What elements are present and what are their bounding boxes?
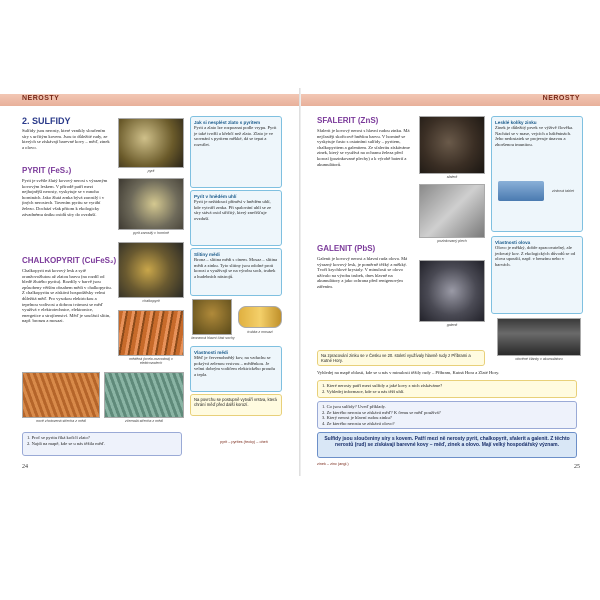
pyrit-rock-photo xyxy=(118,178,184,230)
question-2: 2. Vyhledej informace, kde se u nás těží uhlí. xyxy=(322,388,405,394)
review-task-box xyxy=(317,401,577,429)
trumpet-photo xyxy=(238,306,282,328)
sfalerit-title: SFALERIT (ZnS) xyxy=(317,116,379,125)
left-task-2: 2. Najdi na mapě, kde se u nás těžila měď. xyxy=(27,440,105,446)
zinc-tablet-caption: zinková tablet xyxy=(552,189,574,193)
zinc-box xyxy=(491,116,583,232)
review-question-1: 1. Co jsou sulfidy? Uveď příklady. xyxy=(322,404,386,409)
pyrite-coal-box xyxy=(190,190,282,246)
left-footnote: pyrit – pyrites (řecky) – oheň xyxy=(220,440,268,444)
gold-pyrite-box-title: Jak si nesplést zlato s pyritem xyxy=(194,120,261,125)
book-spread xyxy=(0,88,600,476)
chalkopyrit-title: CHALKOPYRIT (CuFeS₂) xyxy=(22,256,117,265)
right-footnote: zinek – zinc (angl.) xyxy=(317,462,349,466)
copper-cables-caption: měděná (ocelo-rozvodná) v elektrovodech xyxy=(129,357,173,365)
lead-properties-title: Vlastnosti olova xyxy=(495,240,531,245)
chalkopyrit-text: Chalkopyrit má kovový lesk a sytě oranžovožlutou až zlatou barvu (na rozdíl od bledě žlutého pyritu). Rozdíly v barvě jsou způsobeny větším obsahem mědi v chalkopyritu. Z chalkopyritu se získává hospodářsky velmi důležitá měď. Pro vysokou elektrickou a tepelnou vodivost a dobrou tvárnost se měď využívá v elektrotechnice, elektronice, energetice a strojírenství. Měď je součástí slitin, např. bronzu a mosazi. xyxy=(22,268,112,324)
review-question-4: 4. Ze kterého nerostu se získává olovo? xyxy=(322,420,395,426)
right-header-label: NEROSTY xyxy=(542,95,580,102)
lead-properties-box xyxy=(491,236,583,314)
left-header-bar xyxy=(0,94,299,106)
copper-cables-photo xyxy=(118,310,184,356)
accumulator-photo xyxy=(497,318,581,356)
pyrite-coal-box-title: Pyrit v hnědém uhlí xyxy=(194,194,237,199)
question-box xyxy=(317,380,577,398)
sfalerit-text: Sfalerit je kovový nerost s hlavní rudou zinku. Má nejčastěji skořicově hnědou barvu. V hornině se vyskytuje často s ostatními sulfidy – pyritem, chalkopyritem a galenitem. Ze sfaleritu získáváme zinek, který se využívá na ochranu železa před korozí (pozinkované plechy) a k výrobě baterií a akumulátorů. xyxy=(317,128,410,167)
galvanized-sheet-caption: pozinkovaný plech xyxy=(437,239,467,243)
pyrit-title: PYRIT (FeS₂) xyxy=(22,166,72,175)
review-question-2: 2. Ze kterého nerostu se získává měď? K čemu se měď používá? xyxy=(322,409,441,415)
galenit-caption: galenit xyxy=(446,323,458,327)
pyrit-photo xyxy=(118,118,184,168)
pyrite-coal-box-text: Pyrit je nežádoucí příměsí v hnědém uhlí, kde vytváří zrnka. Při spalování uhlí se ze síry stává oxid siřičitý, který znečišťuje ovzduší. xyxy=(194,199,272,221)
question-1: 1. Které nerosty patří mezi sulfidy a jaké kovy z nich získáváme? xyxy=(322,383,443,388)
chalkopyrit-caption: chalkopyrit xyxy=(142,299,160,303)
galenit-title: GALENIT (PbS) xyxy=(317,244,376,253)
copper-alloys-box xyxy=(190,248,282,296)
copper-properties-box xyxy=(190,346,282,392)
pyrit-rock-caption: pyrit zarostlý v hornině xyxy=(133,231,169,235)
right-page-number: 25 xyxy=(574,464,580,470)
new-copper-roof-photo xyxy=(22,372,100,418)
section-heading: 2. SULFIDY xyxy=(22,116,71,126)
right-page xyxy=(301,88,600,476)
sfalerit-caption: sfalerit xyxy=(446,175,458,179)
trumpet-caption: trubka z mosazi xyxy=(247,330,273,334)
copper-properties-title: Vlastnosti mědi xyxy=(194,350,228,355)
gold-pyrite-box-text: Pyrit a zlato lze rozpoznat podle vrypu. Pyrit je také tvrdší a křehčí než zlato. Zlato je ve srovnání s pyritem měkké, dá se tepat a rozválet. xyxy=(194,125,277,147)
galvanized-sheet-photo xyxy=(419,184,485,238)
sfalerit-photo xyxy=(419,116,485,174)
left-task-box xyxy=(22,432,182,456)
galenit-photo xyxy=(419,260,485,322)
copper-note: Na povrchu se postupně vytváří vrstva, která chrání měď před další korozí. xyxy=(190,394,282,416)
review-question-3: 3. Který nerost je hlavní rudou zinku? xyxy=(322,415,392,421)
right-header-bar xyxy=(301,94,600,106)
bronze-statue-photo xyxy=(192,299,232,335)
pyrit-caption: pyrit xyxy=(147,169,155,173)
chalkopyrit-photo xyxy=(118,242,184,298)
old-copper-roof-photo xyxy=(104,372,184,418)
lead-properties-text: Olovo je měkký, dobře zpracovatelný, ale jedovatý kov. Z ekologických důvodů se od olova upouští, např. v benzínu nebo v barvách. xyxy=(495,245,576,267)
zinc-note: Na zpracování zinku se v Česku ve 20. století využívaly hlavně rudy z Příbrami a Kutné Hory. xyxy=(317,350,485,366)
copper-alloys-text: Bronz – slitina mědi s cínem. Mosaz – slitina mědi a zinku. Tyto slitiny jsou odolné proti korozi a využívají se na výrobu soch, trubek a hudebních nástrojů. xyxy=(194,257,278,279)
left-header-label: NEROSTY xyxy=(22,95,60,102)
left-task-1: 1. Proč se pyritu říká kočičí zlato? xyxy=(27,435,90,440)
left-page xyxy=(0,88,299,476)
old-copper-roof-caption: zčernalá střecha z mědi xyxy=(125,419,163,423)
accumulator-caption: olověné články v akumulátoru xyxy=(515,357,563,361)
map-task: Vyhledej na mapě oblasti, kde se u nás v minulosti těžily rudy – Příbram, Kutná Hora a Zlaté Hory. xyxy=(317,370,500,375)
zinc-box-text: Zinek je důležitý prvek ve výživě člověka. Nachází se v mase, vejcích a luštěninách. Jeho nedostatek se projevuje únavou a zhoršenou imunitou. xyxy=(495,125,574,147)
new-copper-roof-caption: nově zhotovená střecha z mědi xyxy=(36,419,86,423)
copper-properties-text: Měď je červenohnědý kov, na vzduchu se pokrývá zelenou vrstvou – měděnkou. Je velmi dobrým vodičem elektrického proudu a tepla. xyxy=(194,355,275,377)
galenit-text: Galenit je kovový nerost a hlavní ruda olova. Má výrazný kovový lesk, je poměrně těžký a měkký. Tvoří krychlové krystaly. V minulosti se olovo užívalo na výrobu trubek, dnes hlavně na akumulátory a jako ochrana před rentgenovým zářením. xyxy=(317,256,408,289)
gold-pyrite-box xyxy=(190,116,282,188)
bronze-statue-caption: bronzová hlavní část sochy xyxy=(191,336,235,340)
summary-box: Sulfidy jsou sloučeniny síry s kovem. Patří mezi ně nerosty pyrit, chalkopyrit, sfalerit a galenit. Z těchto nerostů (rud) se získávají barevné kovy – měď, zinek a olovo. Mají velký hospodářský význam. xyxy=(317,432,577,458)
left-page-number: 24 xyxy=(22,464,28,470)
intro-text: Sulfidy jsou nerosty, které vznikly sloučením síry s určitým kovem. Jsou to důležité rudy, ze kterých se získávají barevné kovy – měď, zinek a olovo. xyxy=(22,128,110,150)
copper-alloys-title: Slitiny mědi xyxy=(194,252,220,257)
pyrit-text: Pyrit je světle žlutý kovový nerost s výrazným kovovým leskem. V přírodě patří mezi nejhojnější nerosty, vyskytuje se v mnoha horninách. Jako žlutá zrnka bývá zarostlý i v jiných nerostech. Tavením pyritu se vyrábí železo. Dochází však přitom k ekologicky závadnému úniku oxidů síry do ovzduší. xyxy=(22,178,108,217)
zinc-tablet-image xyxy=(498,181,544,201)
zinc-box-title: Lesklé kolíky zinku xyxy=(495,120,537,125)
